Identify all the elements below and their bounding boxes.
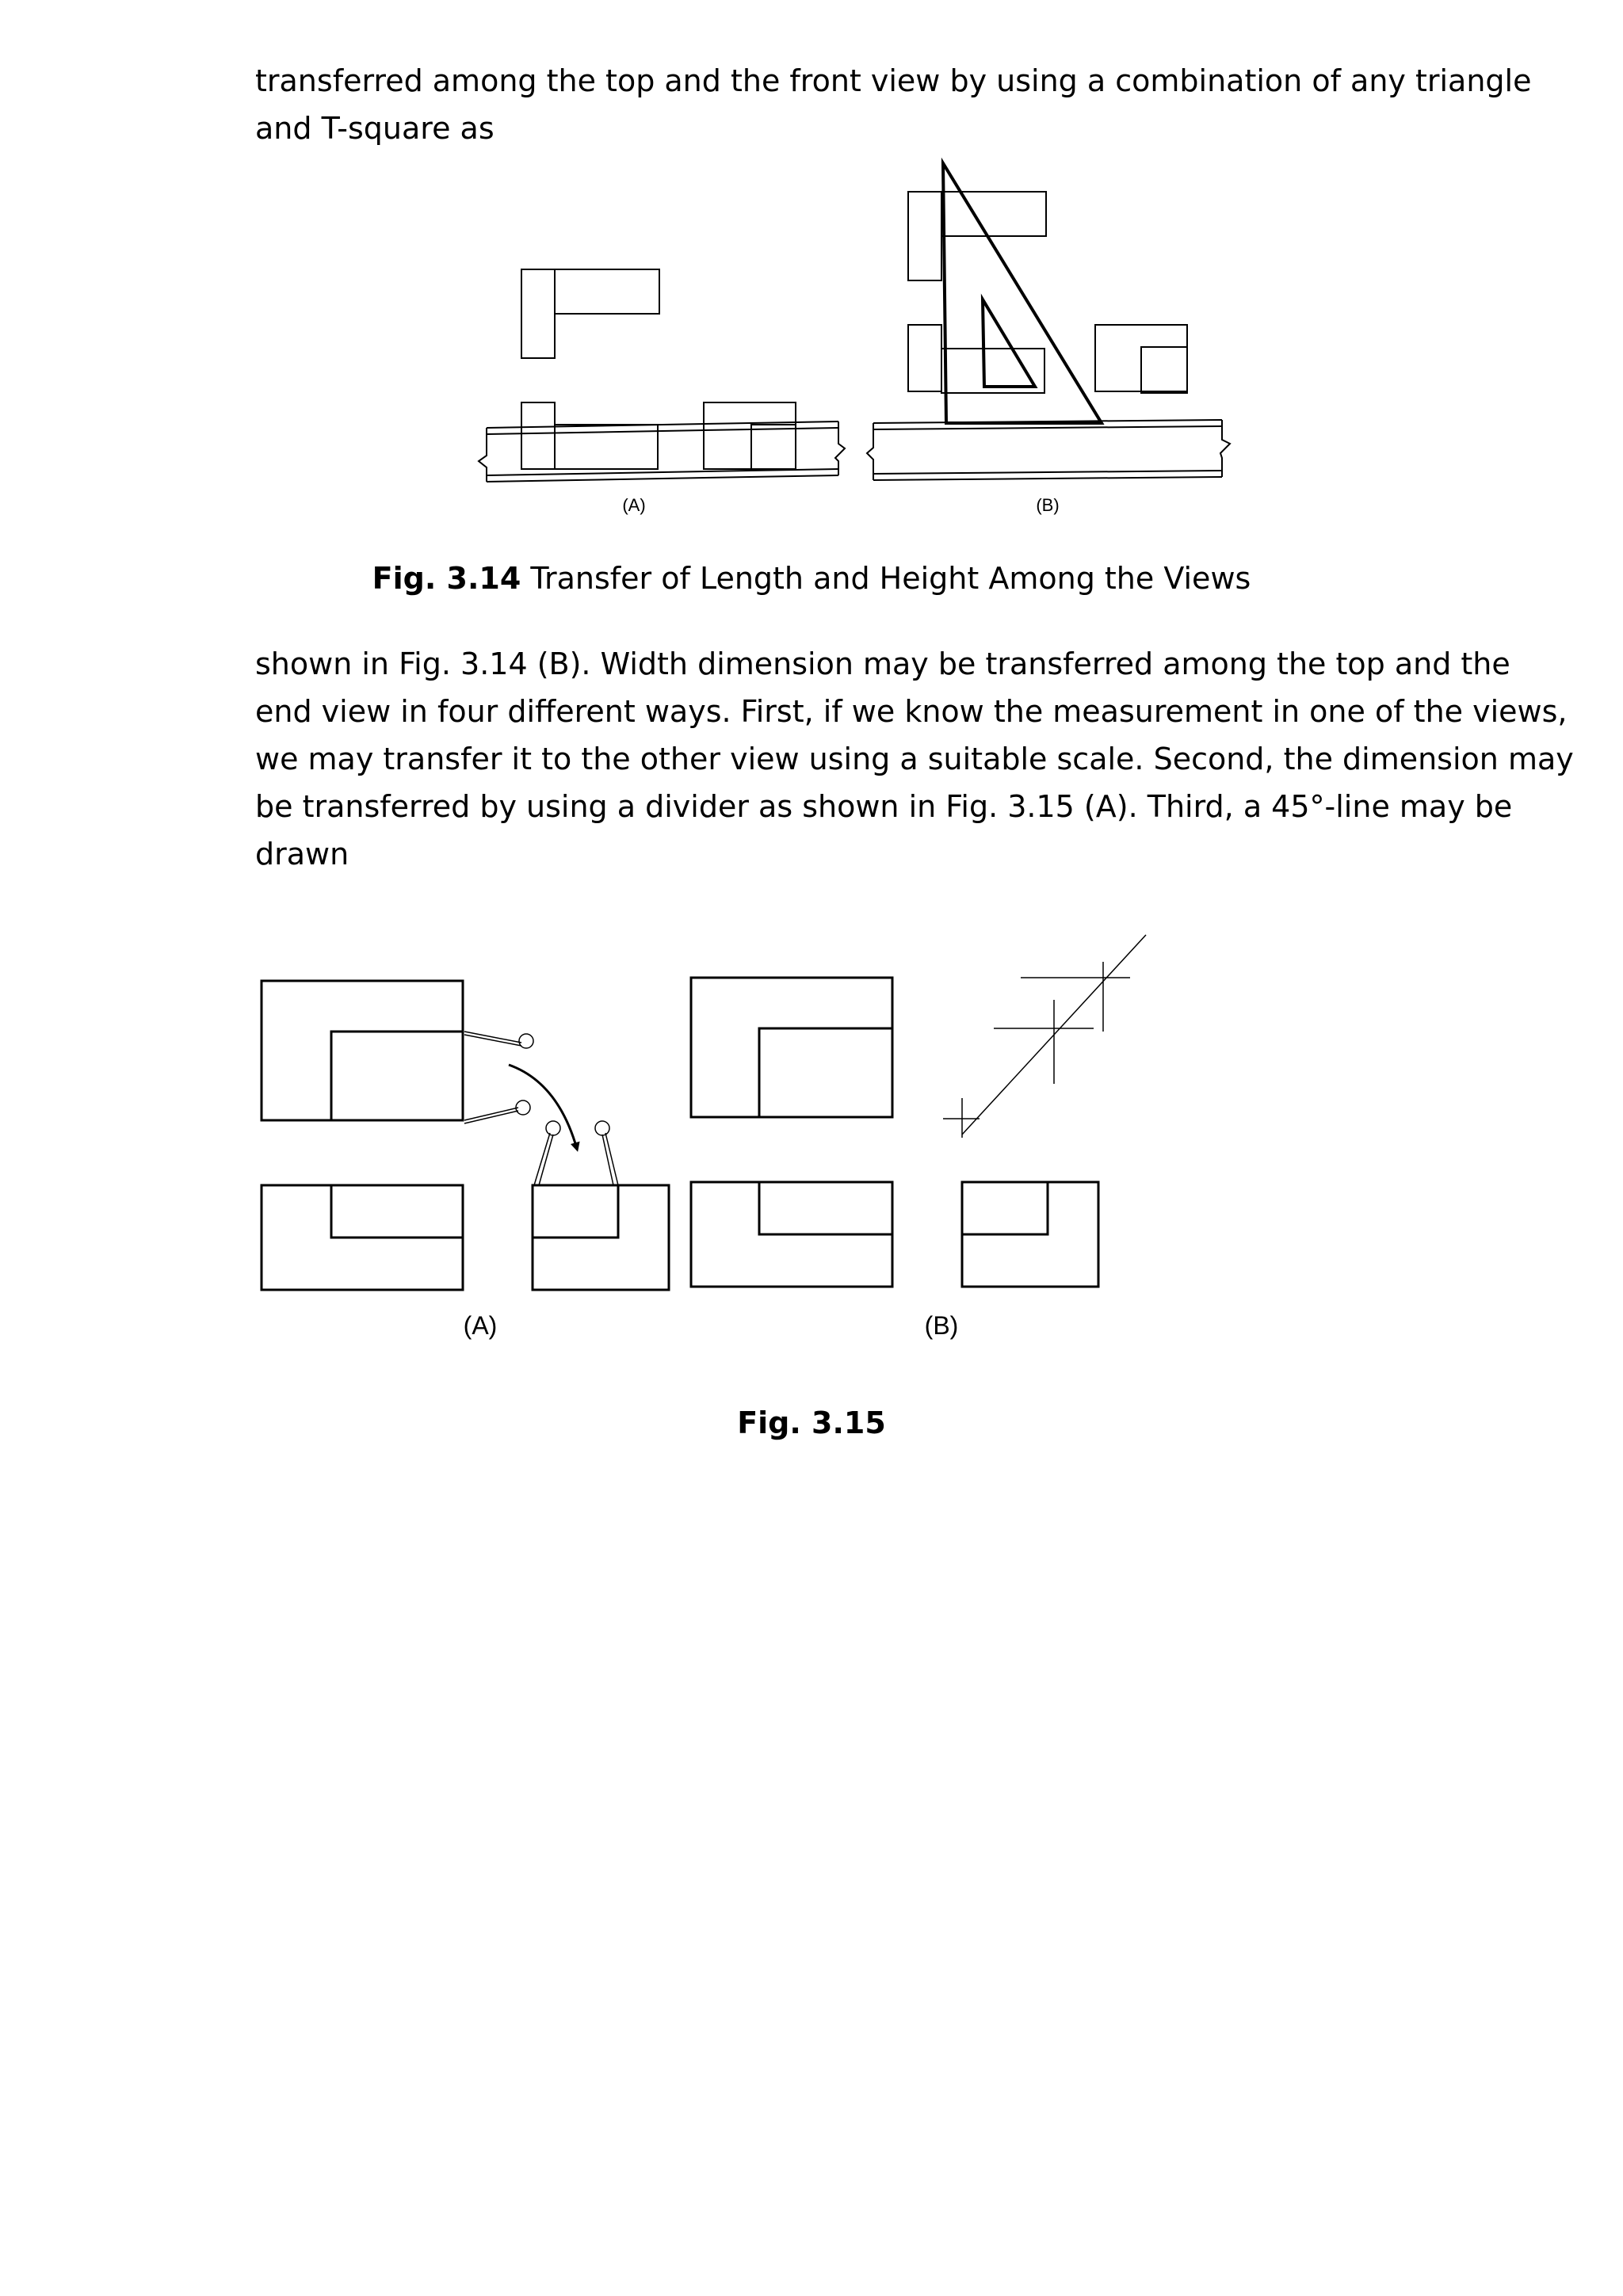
fig314a-front-view xyxy=(521,402,658,469)
fig314b-top-view xyxy=(908,192,1046,280)
fig315b-miter-line xyxy=(943,935,1146,1138)
fig314a-top-view xyxy=(521,269,659,358)
paragraph-2-line-4: be transferred by using a divider as shown in Fig. 3.15 (A). Third, a 45°-line may be xyxy=(255,789,1513,824)
fig314-label-a: (A) xyxy=(622,495,646,515)
fig314b-end-view xyxy=(1095,325,1187,393)
fig315a-divider xyxy=(464,1032,618,1185)
fig315-label-a: (A) xyxy=(463,1311,498,1340)
fig314a-t-square xyxy=(479,421,845,482)
paragraph-2-line-2: end view in four different ways. First, if we know the measurement in one of the views, xyxy=(255,694,1568,729)
paragraph-1 xyxy=(255,57,1532,152)
fig315-caption xyxy=(0,1404,1623,1442)
fig314b-triangle xyxy=(943,163,1102,423)
fig315a-front-view xyxy=(262,1185,463,1290)
paragraph-2-line-5: drawn xyxy=(255,837,349,871)
figure-3-14 xyxy=(0,151,1623,689)
paragraph-1-line-2: and T-square as xyxy=(255,111,495,146)
paragraph-2-line-3: we may transfer it to the other view using a suitable scale. Second, the dimension may xyxy=(255,742,1574,776)
paragraph-2 xyxy=(255,640,1574,878)
fig314-label-b: (B) xyxy=(1036,495,1060,515)
paragraph-1-line-1: transferred among the top and the front view by using a combination of any triangle xyxy=(255,63,1532,98)
fig315a-end-view xyxy=(533,1185,669,1290)
fig315b-end-view xyxy=(962,1182,1098,1287)
fig314-caption-text: Transfer of Length and Height Among the Views xyxy=(530,561,1251,596)
fig315a-top-view xyxy=(262,981,463,1120)
fig315-caption-number: Fig. 3.15 xyxy=(737,1405,886,1440)
fig314a-end-view xyxy=(704,402,796,469)
fig315a-transfer-arrow xyxy=(509,1065,577,1149)
fig314-caption xyxy=(0,559,1623,597)
fig315b-top-view xyxy=(691,978,892,1117)
fig315-label-b: (B) xyxy=(924,1311,959,1340)
fig314b-t-square xyxy=(867,420,1230,480)
fig314-caption-number: Fig. 3.14 xyxy=(372,561,521,596)
fig314b-front-view xyxy=(908,325,1044,393)
figure-3-15 xyxy=(0,919,1623,1363)
paragraph-2-line-1: shown in Fig. 3.14 (B). Width dimension may be transferred among the top and the xyxy=(255,646,1510,681)
fig315b-front-view xyxy=(691,1182,892,1287)
